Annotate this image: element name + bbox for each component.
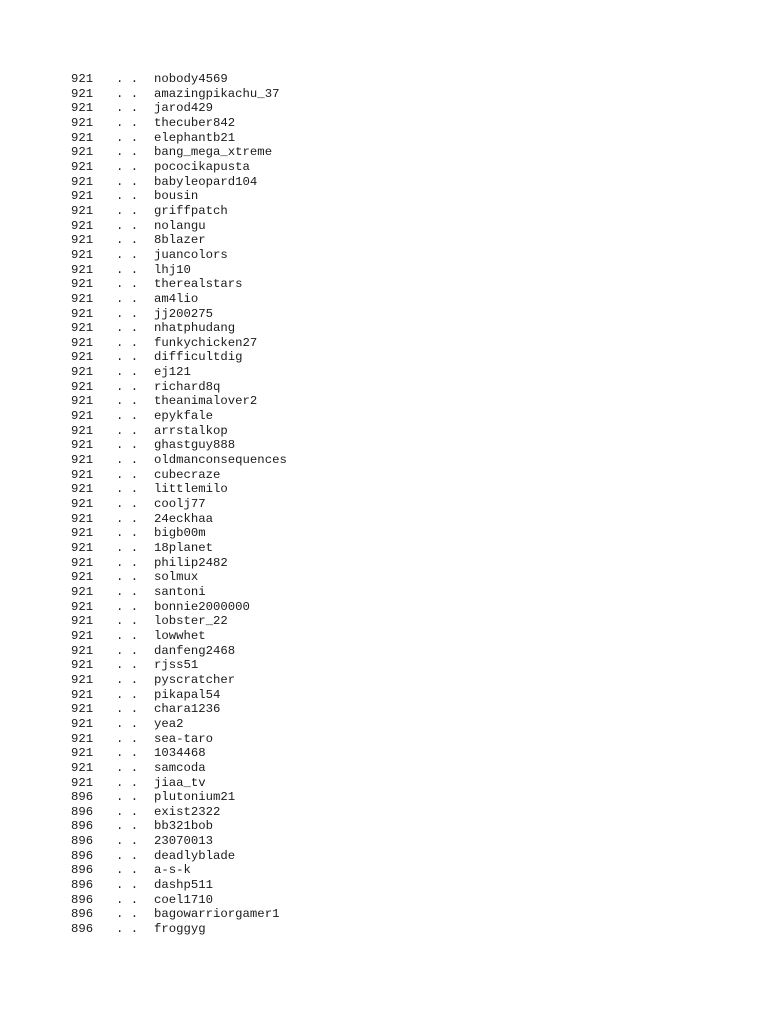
username: littlemilo — [154, 482, 228, 497]
username: plutonium21 — [154, 790, 236, 805]
dot-separator: . . — [116, 848, 139, 863]
score-value: 921 — [71, 746, 94, 761]
list-item — [71, 512, 287, 527]
dot-separator: . . — [116, 790, 139, 805]
score-value: 921 — [71, 159, 94, 174]
username: bang_mega_xtreme — [154, 145, 273, 160]
username: 8blazer — [154, 233, 206, 248]
username: pyscratcher — [154, 672, 236, 687]
list-item — [71, 160, 287, 175]
score-value: 921 — [71, 218, 94, 233]
dot-separator: . . — [116, 526, 139, 541]
dot-separator: . . — [116, 203, 139, 218]
list-item — [71, 570, 287, 585]
score-value: 921 — [71, 541, 94, 555]
dot-separator: . . — [116, 511, 139, 526]
score-value: 921 — [71, 72, 94, 86]
dot-separator: . . — [116, 365, 139, 380]
list-item — [71, 702, 287, 717]
list-item — [71, 438, 287, 453]
list-item — [71, 468, 287, 483]
username: nolangu — [154, 218, 206, 233]
list-item — [71, 746, 287, 761]
dot-separator: . . — [116, 467, 139, 482]
dot-separator: . . — [116, 555, 139, 570]
username: samcoda — [154, 760, 206, 775]
dot-separator: . . — [116, 878, 139, 893]
dot-separator: . . — [116, 672, 139, 687]
list-item — [71, 585, 287, 600]
list-item — [71, 541, 287, 556]
dot-separator: . . — [116, 907, 139, 922]
score-value: 896 — [71, 804, 94, 819]
dot-separator: . . — [116, 145, 139, 160]
username: a-s-k — [154, 863, 191, 878]
username: ghastguy888 — [154, 438, 236, 453]
username: exist2322 — [154, 804, 221, 819]
dot-separator: . . — [116, 247, 139, 262]
dot-separator: . . — [116, 614, 139, 629]
score-value: 921 — [71, 643, 94, 658]
score-value: 921 — [71, 115, 94, 130]
score-value: 896 — [71, 790, 94, 805]
dot-separator: . . — [116, 746, 139, 761]
username: philip2482 — [154, 555, 228, 570]
dot-separator: . . — [116, 819, 139, 834]
dot-separator: . . — [116, 101, 139, 116]
list-item — [71, 629, 287, 644]
username: jiaa_tv — [154, 775, 206, 790]
score-value: 921 — [71, 467, 94, 482]
dot-separator: . . — [116, 922, 139, 937]
list-item — [71, 424, 287, 439]
score-value: 921 — [71, 526, 94, 541]
score-value: 921 — [71, 394, 94, 409]
dot-separator: . . — [116, 731, 139, 746]
dot-separator: . . — [116, 130, 139, 145]
username: ej121 — [154, 365, 191, 380]
dot-separator: . . — [116, 262, 139, 277]
list-item — [71, 277, 287, 292]
score-value: 921 — [71, 658, 94, 673]
username: theanimalover2 — [154, 394, 258, 409]
username: yea2 — [154, 716, 184, 731]
username: pococikapusta — [154, 159, 250, 174]
score-value: 921 — [71, 335, 94, 350]
score-value: 921 — [71, 672, 94, 687]
score-value: 921 — [71, 130, 94, 145]
leaderboard-list — [71, 72, 287, 937]
username: 24eckhaa — [154, 511, 214, 526]
score-value: 896 — [71, 834, 94, 849]
username: jj200275 — [154, 306, 214, 321]
score-value: 896 — [71, 922, 94, 937]
dot-separator: . . — [116, 453, 139, 468]
dot-separator: . . — [116, 350, 139, 365]
score-value: 921 — [71, 775, 94, 790]
dot-separator: . . — [116, 687, 139, 702]
score-value: 921 — [71, 438, 94, 453]
list-item — [71, 834, 287, 849]
dot-separator: . . — [116, 863, 139, 878]
list-item — [71, 878, 287, 893]
dot-separator: . . — [116, 599, 139, 614]
list-item — [71, 526, 287, 541]
list-item — [71, 365, 287, 380]
list-item — [71, 101, 287, 116]
username: solmux — [154, 570, 199, 585]
username: arrstalkop — [154, 423, 228, 438]
dot-separator: . . — [116, 306, 139, 321]
score-value: 921 — [71, 423, 94, 438]
dot-separator: . . — [116, 702, 139, 717]
dot-separator: . . — [116, 892, 139, 907]
dot-separator: . . — [116, 291, 139, 306]
score-value: 921 — [71, 277, 94, 292]
score-value: 921 — [71, 365, 94, 380]
username: deadlyblade — [154, 848, 236, 863]
list-item — [71, 688, 287, 703]
dot-separator: . . — [116, 482, 139, 497]
score-value: 921 — [71, 453, 94, 468]
list-item — [71, 292, 287, 307]
score-value: 921 — [71, 570, 94, 585]
list-item — [71, 394, 287, 409]
score-value: 921 — [71, 716, 94, 731]
score-value: 921 — [71, 86, 94, 101]
username: 1034468 — [154, 746, 206, 761]
dot-separator: . . — [116, 115, 139, 130]
score-value: 921 — [71, 731, 94, 746]
username: griffpatch — [154, 203, 228, 218]
dot-separator: . . — [116, 570, 139, 585]
username: lhj10 — [154, 262, 191, 277]
score-value: 921 — [71, 482, 94, 497]
score-value: 921 — [71, 687, 94, 702]
list-item — [71, 116, 287, 131]
list-item — [71, 644, 287, 659]
list-item — [71, 732, 287, 747]
list-item — [71, 350, 287, 365]
dot-separator: . . — [116, 775, 139, 790]
list-item — [71, 717, 287, 732]
username: therealstars — [154, 277, 243, 292]
score-value: 921 — [71, 497, 94, 512]
score-value: 921 — [71, 350, 94, 365]
list-item — [71, 189, 287, 204]
score-value: 921 — [71, 702, 94, 717]
list-item — [71, 819, 287, 834]
list-item — [71, 776, 287, 791]
list-item — [71, 219, 287, 234]
dot-separator: . . — [116, 584, 139, 599]
score-value: 921 — [71, 511, 94, 526]
dot-separator: . . — [116, 379, 139, 394]
score-value: 921 — [71, 203, 94, 218]
dot-separator: . . — [116, 174, 139, 189]
dot-separator: . . — [116, 423, 139, 438]
dot-separator: . . — [116, 394, 139, 409]
score-value: 921 — [71, 409, 94, 424]
list-item — [71, 863, 287, 878]
score-value: 921 — [71, 262, 94, 277]
dot-separator: . . — [116, 218, 139, 233]
list-item — [71, 131, 287, 146]
score-value: 921 — [71, 101, 94, 116]
score-value: 896 — [71, 892, 94, 907]
username: bonnie2000000 — [154, 599, 250, 614]
username: bagowarriorgamer1 — [154, 907, 280, 922]
username: funkychicken27 — [154, 335, 258, 350]
username: amazingpikachu_37 — [154, 86, 280, 101]
list-item — [71, 248, 287, 263]
dot-separator: . . — [116, 159, 139, 174]
dot-separator: . . — [116, 628, 139, 643]
list-item — [71, 790, 287, 805]
username: santoni — [154, 584, 206, 599]
list-item — [71, 204, 287, 219]
list-item — [71, 482, 287, 497]
username: coolj77 — [154, 497, 206, 512]
dot-separator: . . — [116, 804, 139, 819]
list-item — [71, 497, 287, 512]
username: froggyg — [154, 922, 206, 937]
dot-separator: . . — [116, 86, 139, 101]
dot-separator: . . — [116, 760, 139, 775]
list-item — [71, 72, 287, 87]
list-item — [71, 263, 287, 278]
username: nhatphudang — [154, 321, 236, 336]
list-item — [71, 87, 287, 102]
username: chara1236 — [154, 702, 221, 717]
dot-separator: . . — [116, 716, 139, 731]
username: lowwhet — [154, 628, 206, 643]
username: nobody4569 — [154, 72, 228, 86]
score-value: 921 — [71, 291, 94, 306]
username: lobster_22 — [154, 614, 228, 629]
score-value: 921 — [71, 760, 94, 775]
list-item — [71, 409, 287, 424]
list-item — [71, 849, 287, 864]
username: 18planet — [154, 541, 214, 555]
score-value: 896 — [71, 863, 94, 878]
dot-separator: . . — [116, 233, 139, 248]
username: jarod429 — [154, 101, 214, 116]
username: sea-taro — [154, 731, 214, 746]
list-item — [71, 307, 287, 322]
list-item — [71, 761, 287, 776]
dot-separator: . . — [116, 72, 139, 86]
dot-separator: . . — [116, 643, 139, 658]
username: thecuber842 — [154, 115, 236, 130]
username: pikapal54 — [154, 687, 221, 702]
score-value: 921 — [71, 584, 94, 599]
score-value: 921 — [71, 247, 94, 262]
dot-separator: . . — [116, 497, 139, 512]
score-value: 921 — [71, 233, 94, 248]
username: coel1710 — [154, 892, 214, 907]
dot-separator: . . — [116, 277, 139, 292]
score-value: 921 — [71, 321, 94, 336]
dot-separator: . . — [116, 541, 139, 555]
username: elephantb21 — [154, 130, 236, 145]
list-item — [71, 673, 287, 688]
score-value: 921 — [71, 614, 94, 629]
dot-separator: . . — [116, 409, 139, 424]
username: babyleopard104 — [154, 174, 258, 189]
score-value: 921 — [71, 379, 94, 394]
username: bousin — [154, 189, 199, 204]
list-item — [71, 321, 287, 336]
username: danfeng2468 — [154, 643, 236, 658]
username: bb321bob — [154, 819, 214, 834]
username: richard8q — [154, 379, 221, 394]
username: bigb00m — [154, 526, 206, 541]
dot-separator: . . — [116, 658, 139, 673]
list-item — [71, 922, 287, 937]
list-item — [71, 893, 287, 908]
list-item — [71, 233, 287, 248]
dot-separator: . . — [116, 834, 139, 849]
list-item — [71, 658, 287, 673]
list-item — [71, 145, 287, 160]
username: 23070013 — [154, 834, 214, 849]
dot-separator: . . — [116, 189, 139, 204]
score-value: 921 — [71, 555, 94, 570]
list-item — [71, 600, 287, 615]
username: oldmanconsequences — [154, 453, 287, 468]
username: cubecraze — [154, 467, 221, 482]
score-value: 896 — [71, 819, 94, 834]
dot-separator: . . — [116, 335, 139, 350]
username: difficultdig — [154, 350, 243, 365]
score-value: 921 — [71, 628, 94, 643]
score-value: 896 — [71, 878, 94, 893]
score-value: 921 — [71, 306, 94, 321]
score-value: 921 — [71, 145, 94, 160]
username: dashp511 — [154, 878, 214, 893]
list-item — [71, 907, 287, 922]
list-item — [71, 805, 287, 820]
dot-separator: . . — [116, 438, 139, 453]
username: epykfale — [154, 409, 214, 424]
dot-separator: . . — [116, 321, 139, 336]
username: juancolors — [154, 247, 228, 262]
list-item — [71, 336, 287, 351]
score-value: 896 — [71, 907, 94, 922]
score-value: 921 — [71, 599, 94, 614]
list-item — [71, 614, 287, 629]
list-item — [71, 453, 287, 468]
score-value: 921 — [71, 189, 94, 204]
score-value: 896 — [71, 848, 94, 863]
username: am4lio — [154, 291, 199, 306]
score-value: 921 — [71, 174, 94, 189]
username: rjss51 — [154, 658, 199, 673]
list-item — [71, 556, 287, 571]
list-item — [71, 380, 287, 395]
list-item — [71, 175, 287, 190]
